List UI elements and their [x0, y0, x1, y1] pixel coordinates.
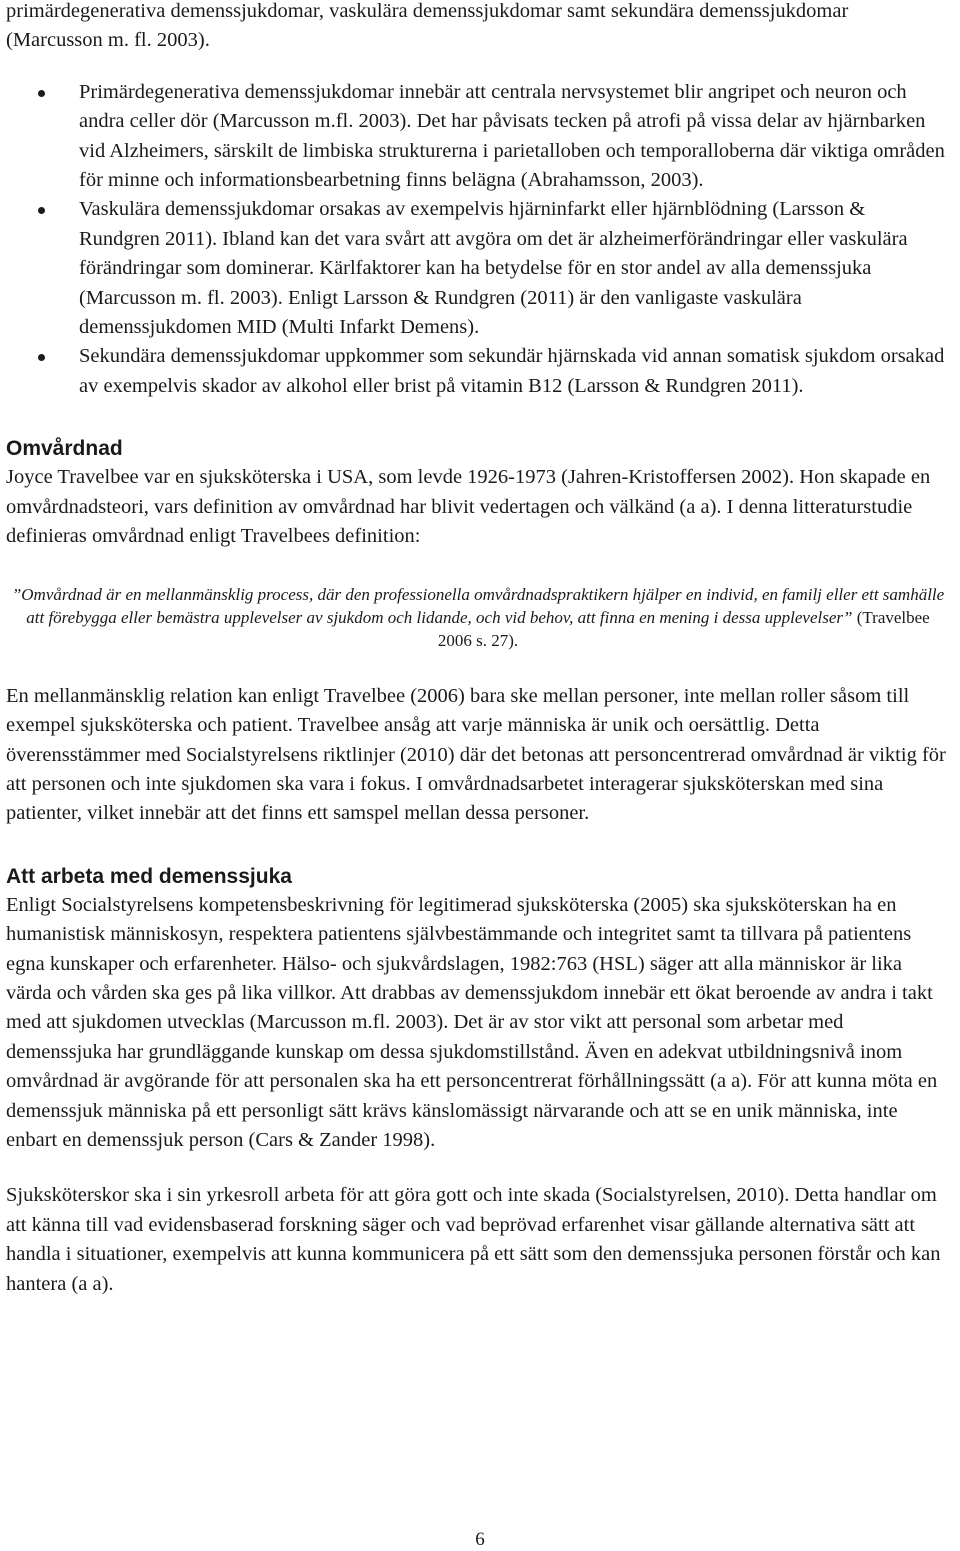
dementia-types-list — [6, 78, 950, 401]
omvardnad-paragraph: Joyce Travelbee var en sjuksköterska i USA, som levde 1926-1973 (Jahren-Kristoffersen 2002). Hon skapade en omvårdnadsteori, vars definition av omvårdnad har blivit vedertagen och välkänd (a a). I denna litteraturstudie definieras omvårdnad enligt Travelbees definition: — [6, 466, 931, 548]
list-item: Primärdegenerativa demenssjukdomar innebär att centrala nervsystemet blir angripet och neuron och andra celler dör (Marcusson m.fl. 2003). Det har påvisats tecken på atrofi på vissa delar av hjärnbarken vid Alzheimers, särskilt de limbiska strukturerna i parietalloben och temporalloberna där viktiga områden för minne och informationsbearbetning finns belägna (Abrahamsson, 2003). — [6, 78, 950, 196]
quote-citation: (Travelbee 2006 s. 27). — [437, 607, 930, 651]
arbeta-paragraph-2: Sjuksköterskor ska i sin yrkesroll arbeta för att göra gott och inte skada (Socialstyrelsen, 2010). Detta handlar om att känna till vad evidensbaserad forskning säger och vad beprövad erfarenhet visar gällande alternativa sätt att handla i situationer, exempelvis att kunna kommunicera på ett sätt som den demenssjuka personen förstår och kan hantera (a a). — [6, 1184, 941, 1295]
list-item: Vaskulära demenssjukdomar orsakas av exempelvis hjärninfarkt eller hjärnblödning (Larsson & Rundgren 2011). Ibland kan det vara svårt att avgöra om det är alzheimerförändringar eller vaskulära förändringar som dominerar. Kärlfaktorer kan ha betydelse för en stor andel av alla demenssjuka (Marcusson m. fl. 2003). Enligt Larsson & Rundgren (2011) är den vanligaste vaskulära demenssjukdomen MID (Multi Infarkt Demens). — [6, 195, 950, 342]
intro-paragraph: primärdegenerativa demenssjukdomar, vaskulära demenssjukdomar samt sekundära demenssjukdomar (Marcusson m. fl. 2003). — [6, 0, 849, 52]
section-heading-omvardnad: Omvårdnad — [6, 437, 123, 461]
section-heading-arbeta: Att arbeta med demenssjuka — [6, 864, 292, 888]
list-item: Sekundära demenssjukdomar uppkommer som sekundär hjärnskada vid annan somatisk sjukdom orsakad av exempelvis skador av alkohol eller brist på vitamin B12 (Larsson & Rundgren 2011). — [6, 342, 950, 401]
quote-text: ”Omvårdnad är en mellanmänsklig process, där den professionella omvårdnadspraktikern hjälper en individ, en familj eller ett samhälle att förebygga eller bemästra upplevelser av sjukdom och lidande, och vid behov, att finna en mening i dessa upplevelser” — [11, 584, 945, 627]
travelbee-quote — [6, 583, 950, 653]
document-page — [6, 0, 950, 1299]
page-number: 6 — [475, 1529, 485, 1550]
arbeta-paragraph: Enligt Socialstyrelsens kompetensbeskrivning för legitimerad sjuksköterska (2005) ska sjuksköterskan ha en humanistisk människosyn, respektera patientens självbestämmande och integritet samt ta tillvara på patientens egna kunskaper och erfarenheter. Hälso- och sjukvårdslagen, 1982:763 (HSL) säger att alla människor är lika värda och vården ska ges på lika villkor. Att drabbas av demenssjukdom innebär ett ökat beroende av andra i takt med att sjukdomen utvecklas (Marcusson m.fl. 2003). Det är av stor vikt att personal som arbetar med demenssjuka har grundläggande kunskap om dessa sjukdomstillstånd. Även en adekvat utbildningsnivå inom omvårdnad är avgörande för att personalen ska ha ett personcentrerat förhållningssätt (a a). För att kunna möta en demenssjuk människa på ett personligt sätt krävs känslomässigt närvarande och att se en unik människa, inte enbart en demenssjuk person (Cars & Zander 1998). — [6, 893, 938, 1151]
omvardnad-paragraph-2: En mellanmänsklig relation kan enligt Travelbee (2006) bara ske mellan personer, inte mellan roller såsom till exempel sjuksköterska och patient. Travelbee ansåg att varje människa är unik och oersättlig. Detta överensstämmer med Socialstyrelsens riktlinjer (2010) där det betonas att personcentrerad omvårdnad är viktig för att personen och inte sjukdomen ska vara i fokus. I omvårdnadsarbetet interagerar sjuksköterskan med sina patienter, vilket innebär att det finns ett samspel mellan dessa personer. — [6, 684, 946, 825]
